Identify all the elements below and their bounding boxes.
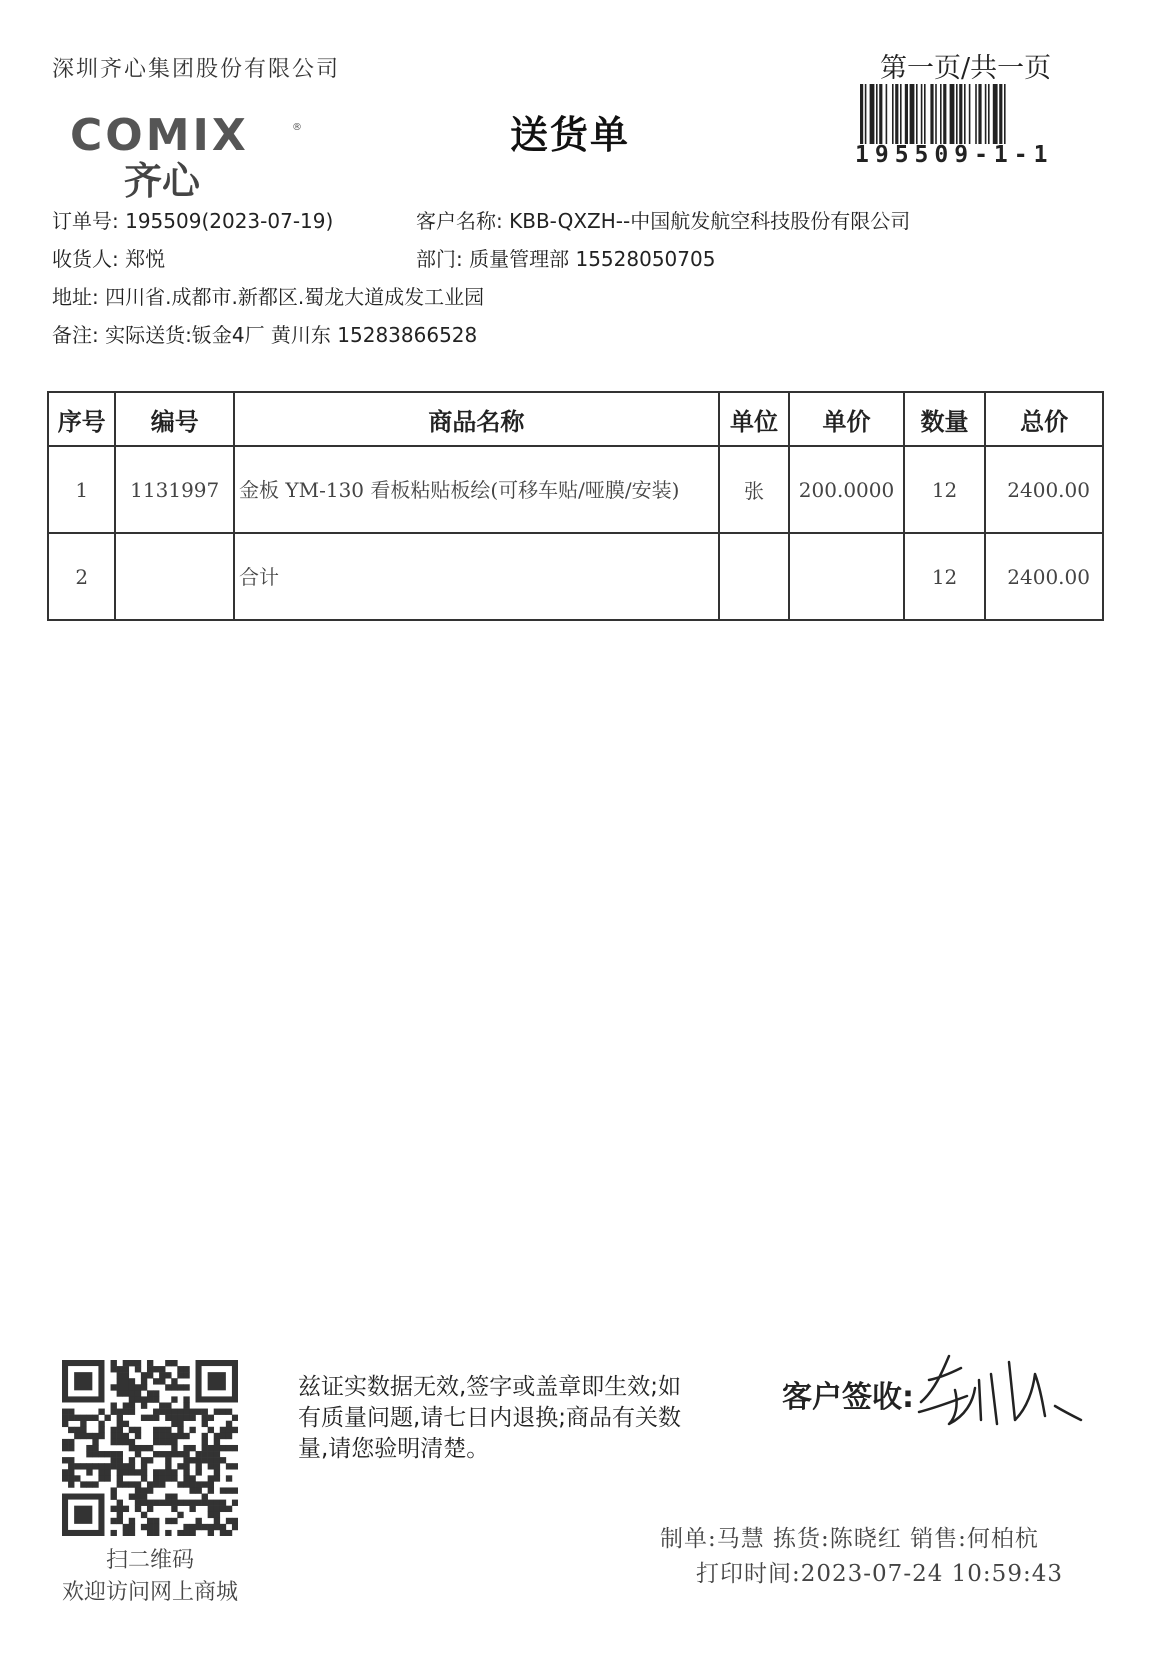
cell-seq: 1 [48, 446, 115, 533]
address [52, 281, 484, 310]
cell-total: 2400.00 [985, 446, 1103, 533]
col-header-qty: 数量 [904, 392, 985, 446]
company-name: 深圳齐心集团股份有限公司 [52, 57, 341, 82]
cell-unit: 张 [719, 446, 789, 533]
remark [52, 319, 477, 348]
staff-line: 制单:马慧 拣货:陈晓红 销售:何柏杭 [660, 1526, 1039, 1552]
customer-value: KBB-QXZH--中国航发航空科技股份有限公司 [509, 209, 911, 233]
page-indicator: 第一页/共一页 [880, 53, 1052, 84]
col-header-unit: 单位 [719, 392, 789, 446]
logo-cn: 齐心 [124, 159, 201, 198]
cell-code [115, 533, 234, 620]
customer-label: 客户名称: [416, 209, 503, 233]
svg-text:®: ® [292, 122, 302, 133]
barcode-number: 195509-1-1 [855, 142, 1054, 168]
qr-code[interactable] [62, 1360, 238, 1536]
document-title: 送货单 [510, 113, 631, 157]
customer-sign-label: 客户签收: [782, 1380, 914, 1415]
cell-name: 金板 YM-130 看板粘贴板绘(可移车贴/哑膜/安装) [234, 446, 719, 533]
barcode [860, 84, 1060, 144]
cell-price [789, 533, 904, 620]
table-row [48, 533, 1103, 620]
table-header-row [48, 392, 1103, 446]
dept-label: 部门: [416, 247, 463, 271]
cell-name: 合计 [234, 533, 719, 620]
qr-caption-scan: 扫二维码 [105, 1548, 194, 1573]
cell-unit [719, 533, 789, 620]
receiver-value: 郑悦 [125, 247, 166, 271]
remark-value: 实际送货:钣金4厂 黄川东 15283866528 [105, 323, 478, 347]
comix-logo [70, 108, 310, 198]
col-header-seq: 序号 [48, 392, 115, 446]
cell-qty: 12 [904, 446, 985, 533]
receiver-label: 收货人: [52, 247, 119, 271]
table-row [48, 446, 1103, 533]
remark-label: 备注: [52, 323, 99, 347]
logo-text: COMIX [70, 110, 249, 161]
notice-text: 兹证实数据无效,签字或盖章即生效;如有质量问题,请七日内退换;商品有关数量,请您验明清楚。 [298, 1374, 682, 1462]
col-header-name: 商品名称 [234, 392, 719, 446]
order-value: 195509(2023-07-19) [125, 209, 334, 233]
items-table [47, 391, 1104, 621]
cell-seq: 2 [48, 533, 115, 620]
print-time: 打印时间:2023-07-24 10:59:43 [696, 1561, 1063, 1587]
receiver [52, 243, 165, 272]
address-label: 地址: [52, 285, 99, 309]
cell-qty: 12 [904, 533, 985, 620]
col-header-code: 编号 [115, 392, 234, 446]
cell-total: 2400.00 [985, 533, 1103, 620]
customer-name [416, 205, 910, 234]
cell-code: 1131997 [115, 446, 234, 533]
col-header-price: 单价 [789, 392, 904, 446]
cell-price: 200.0000 [789, 446, 904, 533]
signature-handwritten [915, 1350, 1085, 1430]
qr-caption-shop: 欢迎访问网上商城 [61, 1580, 238, 1605]
department [416, 243, 715, 272]
dept-value: 质量管理部 15528050705 [469, 247, 716, 271]
order-number [52, 205, 333, 234]
col-header-total: 总价 [985, 392, 1103, 446]
address-value: 四川省.成都市.新都区.蜀龙大道成发工业园 [105, 285, 485, 309]
order-label: 订单号: [52, 209, 119, 233]
